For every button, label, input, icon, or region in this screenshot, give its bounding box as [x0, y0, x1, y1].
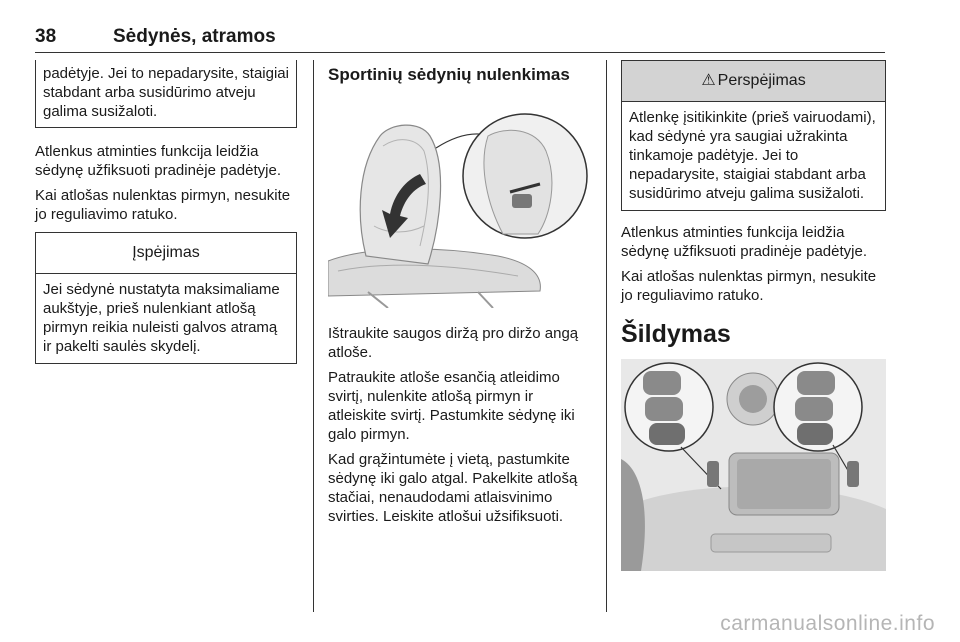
column-divider	[606, 60, 607, 612]
page-header	[35, 22, 885, 53]
paragraph: Atlenkus atminties funkcija leidžia sėdynę užfiksuoti pradinėje padėtyje.	[35, 143, 281, 179]
paragraph: Atlenkus atminties funkcija leidžia sėdynę užfiksuoti pradinėje padėtyje.	[621, 224, 867, 260]
paragraph: Kad grąžintumėte į vietą, pastumkite sėdynę iki galo atgal. Pakelkite atlošą stačiai, nenaudodami atlaisvinimo svirties. Leiskite atlošui užsifiksuoti.	[328, 451, 578, 525]
column-left	[35, 60, 297, 376]
warning-box-text: padėtyje. Jei to nepadarysite, staigiai stabdant arba susidūrimo atveju galima susižaloti.	[43, 65, 289, 120]
paragraph: Patraukite atloše esančią atleidimo svirtį, nulenkite atlošą pirmyn ir atleiskite svirtį. Pastumkite sėdynę iki galo pirmyn.	[328, 369, 575, 443]
warning-box-continued	[35, 60, 297, 128]
warning-triangle-icon: ⚠	[701, 72, 716, 89]
section-heading: Sportinių sėdynių nulenkimas	[328, 65, 570, 84]
warning-text: Atlenkę įsitikinkite (prieš vairuodami), kad sėdynė yra saugiai užrakinta tinkamoje padėtyje. Jei to nepadarysite, staigiai stabdant arba susidūrimo atveju galima susižaloti.	[629, 109, 876, 202]
column-middle	[328, 60, 593, 532]
paragraph: Kai atlošas nulenktas pirmyn, nesukite jo reguliavimo ratuko.	[35, 187, 291, 223]
column-right	[621, 60, 886, 571]
section-heading: Šildymas	[621, 320, 731, 348]
column-divider	[313, 60, 314, 612]
warning-title: Perspėjimas	[717, 72, 806, 89]
paragraph: Ištraukite saugos diržą pro diržo angą atloše.	[328, 325, 579, 361]
caution-box	[35, 232, 297, 364]
seat-heating-buttons-illustration	[621, 359, 886, 571]
watermark: carmanualsonline.info	[720, 612, 935, 635]
caution-title: Įspėjimas	[36, 233, 296, 274]
caution-text: Jei sėdynė nustatyta maksimaliame aukštyje, prieš nulenkiant atlošą pirmyn reikia nuleisti galvos atramą ir pakelti saulės skydelį.	[43, 281, 280, 355]
page-number: 38	[35, 26, 57, 47]
paragraph: Kai atlošas nulenktas pirmyn, nesukite jo reguliavimo ratuko.	[621, 268, 877, 304]
chapter-title: Sėdynės, atramos	[113, 26, 276, 47]
warning-box	[621, 60, 886, 211]
warning-title-bar	[622, 61, 885, 102]
seat-fold-illustration	[328, 96, 593, 308]
